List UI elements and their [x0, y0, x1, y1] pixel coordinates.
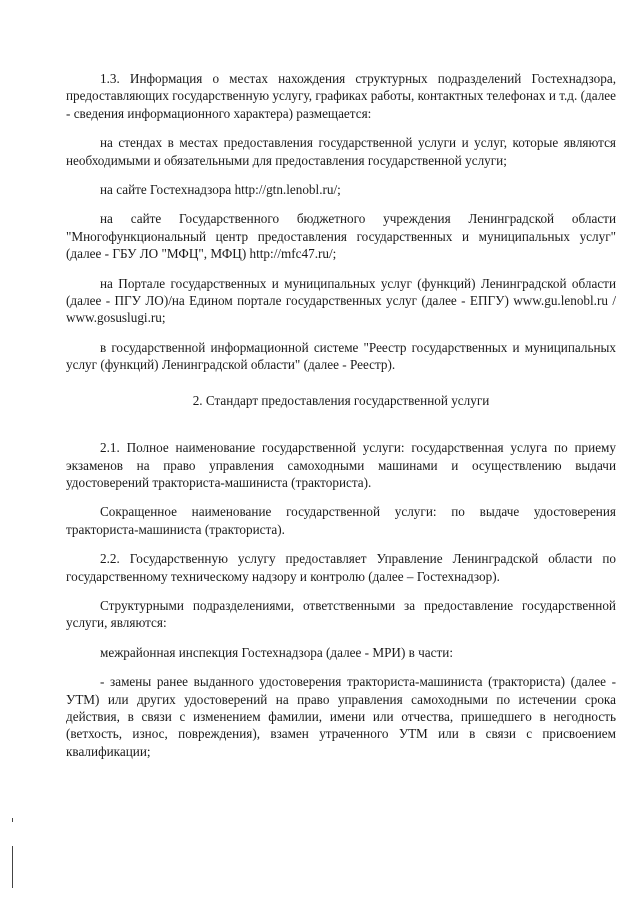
paragraph-replacement: - замены ранее выданного удостоверения тракториста-машиниста (тракториста) (далее - УТМ) или других удостоверений на право управления самоходными по истечении срока действия, в связи с изменением фамилии, имени или отчества, пришедшего в негодность (ветхость, износ, повреждения), взамен утраченного УТМ или в связи с присвоением квалификации; [66, 674, 616, 759]
paragraph-mfc-site: на сайте Государственного бюджетного учреждения Ленинградской области "Многофункциональный центр предоставления государственных и муниципальных услуг" (далее - ГБУ ЛО "МФЦ", МФЦ) http://mfc47.ru/; [66, 211, 616, 262]
paragraph-1-3-intro: 1.3. Информация о местах нахождения структурных подразделений Гостехнадзора, предоставляющих государственную услугу, графиках работы, контактных телефонах и т.д. (далее - сведения информационного характера) размещается: [66, 71, 616, 121]
paragraph-gtn-site: на сайте Гостехнадзора http://gtn.lenobl.ru/; [100, 182, 341, 198]
paragraph-mri: межрайонная инспекция Гостехнадзора (далее - МРИ) в части: [100, 644, 453, 660]
paragraph-portal: на Портале государственных и муниципальных услуг (функций) Ленинградской области (далее - ПГУ ЛО)/на Едином портале государственных услуг (далее - ЕПГУ) www.gu.lenobl.ru / www.gosuslugi.ru; [66, 275, 616, 326]
document-page [66, 70, 616, 772]
paragraph-short-name: Сокращенное наименование государственной услуги: по выдаче удостоверения тракториста-машиниста (тракториста). [66, 504, 616, 537]
scan-edge-mark [12, 846, 13, 888]
paragraph-registry: в государственной информационной системе "Реестр государственных и муниципальных услуг (функций) Ленинградской области" (далее - Реестр). [66, 339, 616, 373]
scan-edge-mark [12, 818, 13, 822]
paragraph-stands: на стендах в местах предоставления государственной услуги и услуг, которые являются необходимыми и обязательными для предоставления государственной услуги; [66, 135, 616, 168]
section-heading: 2. Стандарт предоставления государственной услуги [192, 392, 490, 408]
paragraph-2-2-provider: 2.2. Государственную услугу предоставляет Управление Ленинградской области по государственному техническому надзору и контролю (далее – Гостехнадзор). [66, 551, 616, 584]
paragraph-departments: Структурными подразделениями, ответственными за предоставление государственной услуги, являются: [66, 597, 616, 631]
paragraph-2-1-full-name: 2.1. Полное наименование государственной услуги: государственная услуга по приему экзаменов на право управления самоходными машинами и осуществлению выдачи удостоверений тракториста-машиниста (тракториста). [66, 440, 616, 490]
